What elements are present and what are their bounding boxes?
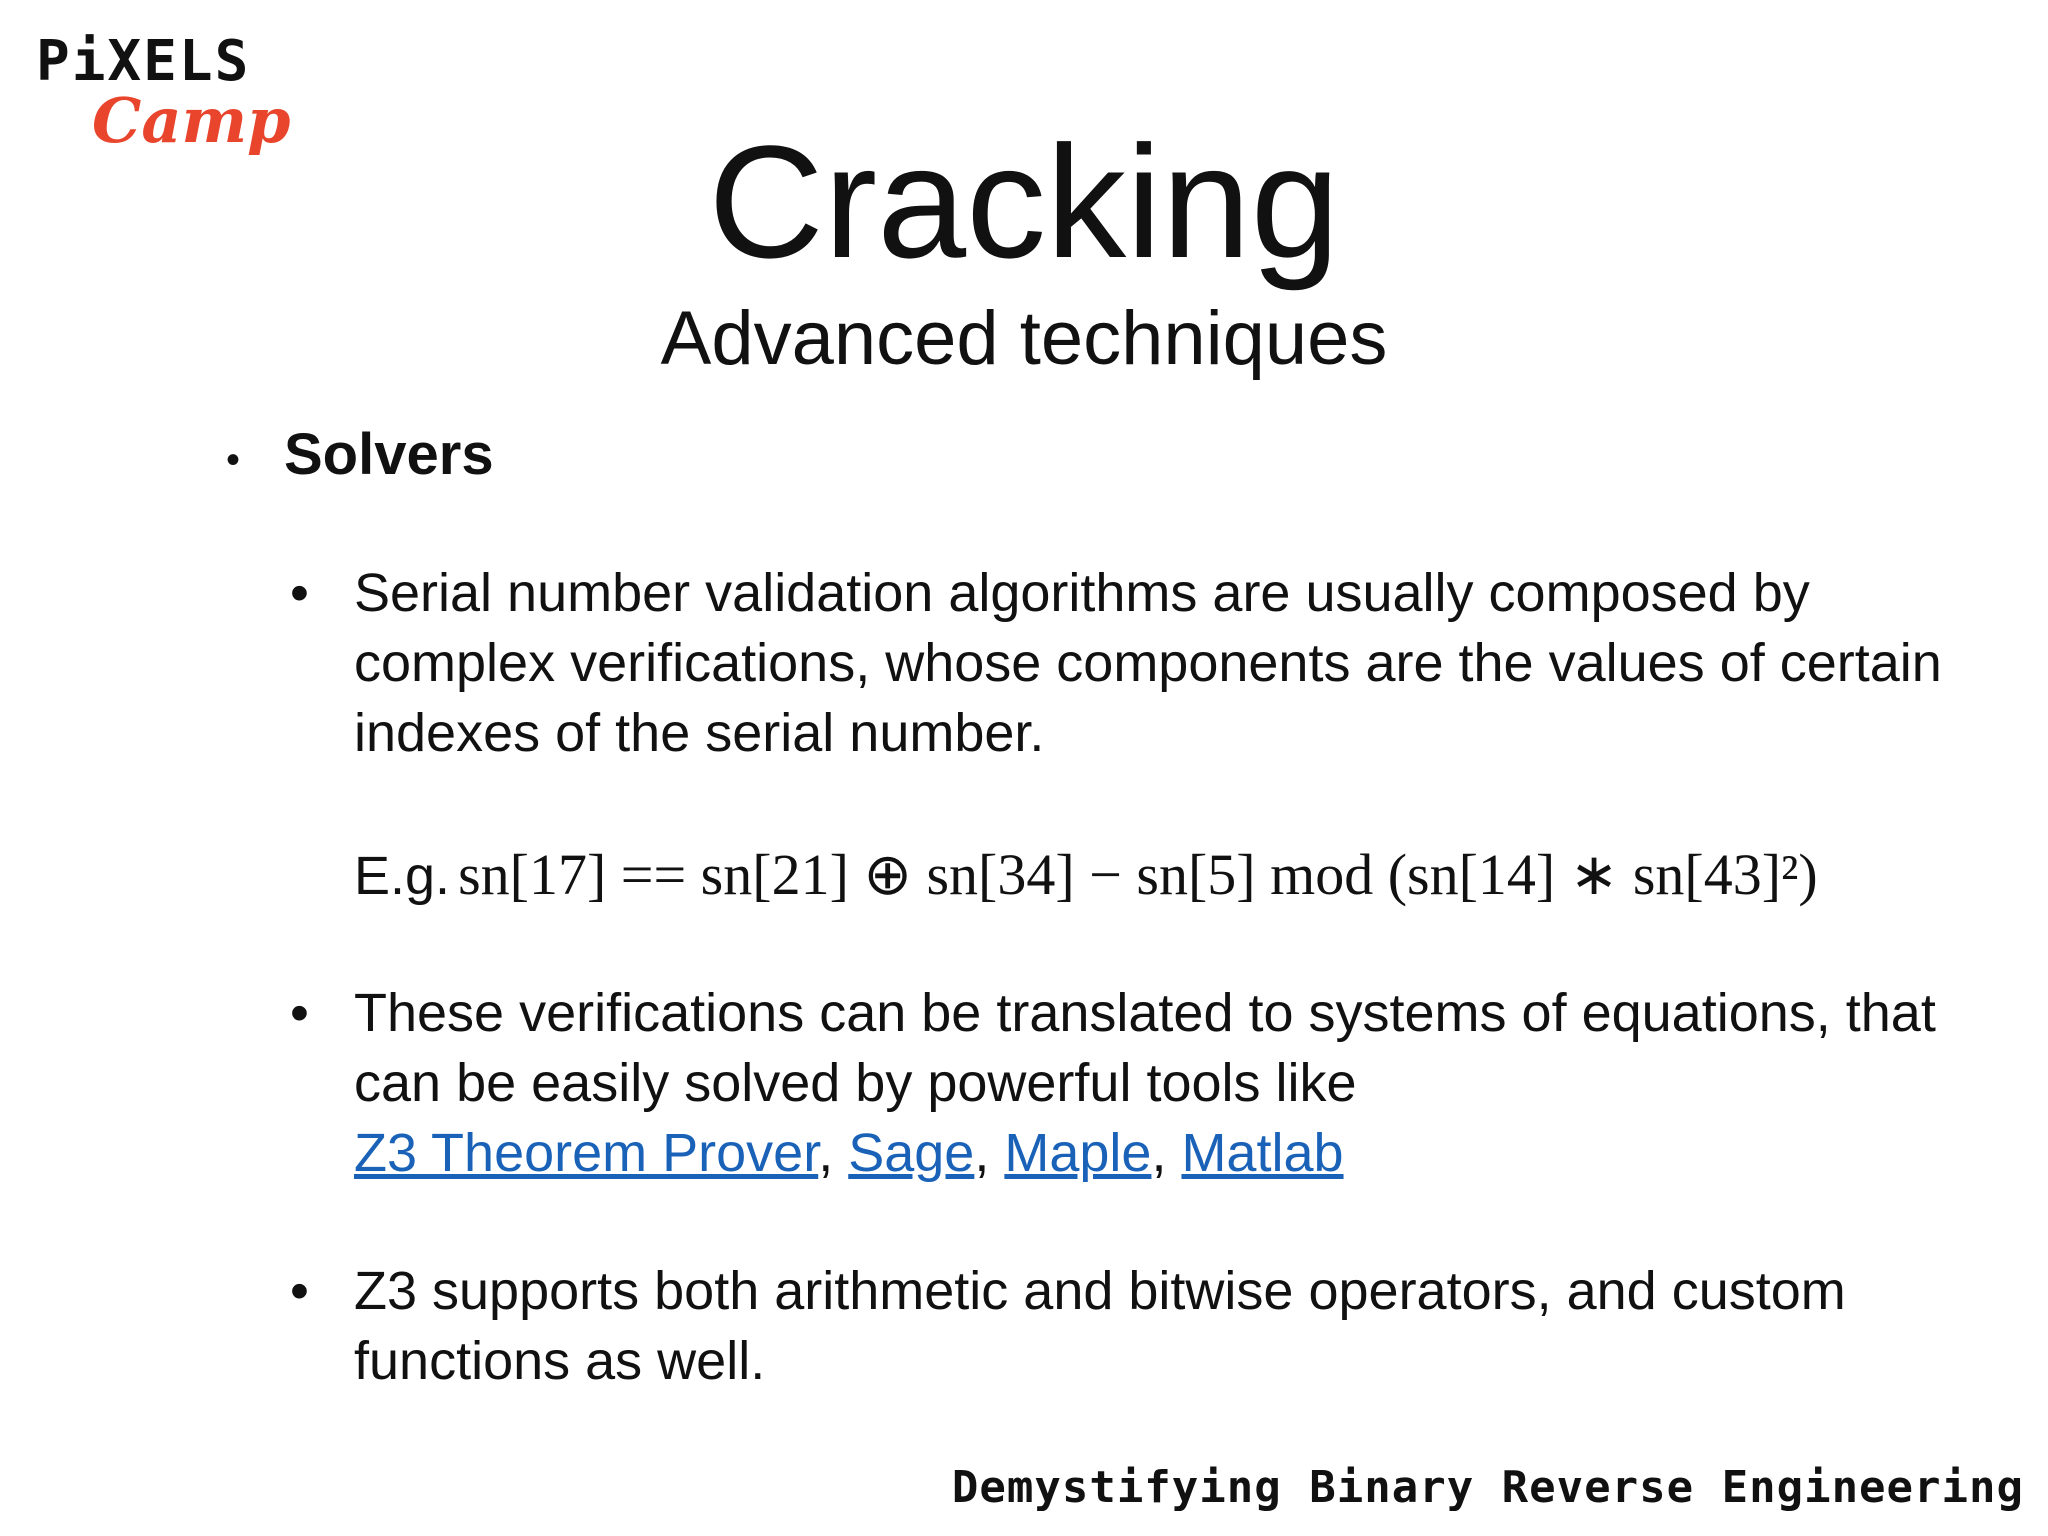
bullet-dot-icon: • [290,563,309,623]
separator: , [818,1123,849,1183]
example-formula: sn[17] == sn[21] ⊕ sn[34] − sn[5] mod (sn[14] ∗ sn[43]²) [458,842,1818,907]
link-sage[interactable]: Sage [848,1123,975,1183]
separator: , [974,1123,1005,1183]
bullet-text: Z3 supports both arithmetic and bitwise operators, and custom functions as well. [354,1261,1846,1391]
footer-caption: Demystifying Binary Reverse Engineering [951,1462,2024,1513]
separator: , [1151,1123,1182,1183]
section-bullet-icon: • [226,438,241,482]
bullet-dot-icon: • [290,1261,309,1321]
logo-pixels-text: PiXELS [36,29,251,94]
section-label: Solvers [284,422,494,487]
bullet-text [354,978,1964,1188]
bullet-dot-icon: • [290,983,309,1043]
link-matlab[interactable]: Matlab [1181,1123,1344,1183]
link-maple[interactable]: Maple [1004,1123,1152,1183]
example-prefix: E.g. [354,846,451,906]
slide-subtitle: Advanced techniques [660,296,1388,381]
slide-title: Cracking [708,112,1340,291]
bullet-text: Serial number validation algorithms are usually composed by complex verifications, whose components are the values of certain indexes of the serial number. [354,563,1942,763]
logo-camp-text: Camp [92,84,291,157]
bullet-text-intro: These verifications can be translated to systems of equations, that can be easily solved by powerful tools like [354,983,1936,1113]
link-z3-theorem-prover[interactable]: Z3 Theorem Prover [354,1123,819,1183]
example-line [354,840,1818,911]
